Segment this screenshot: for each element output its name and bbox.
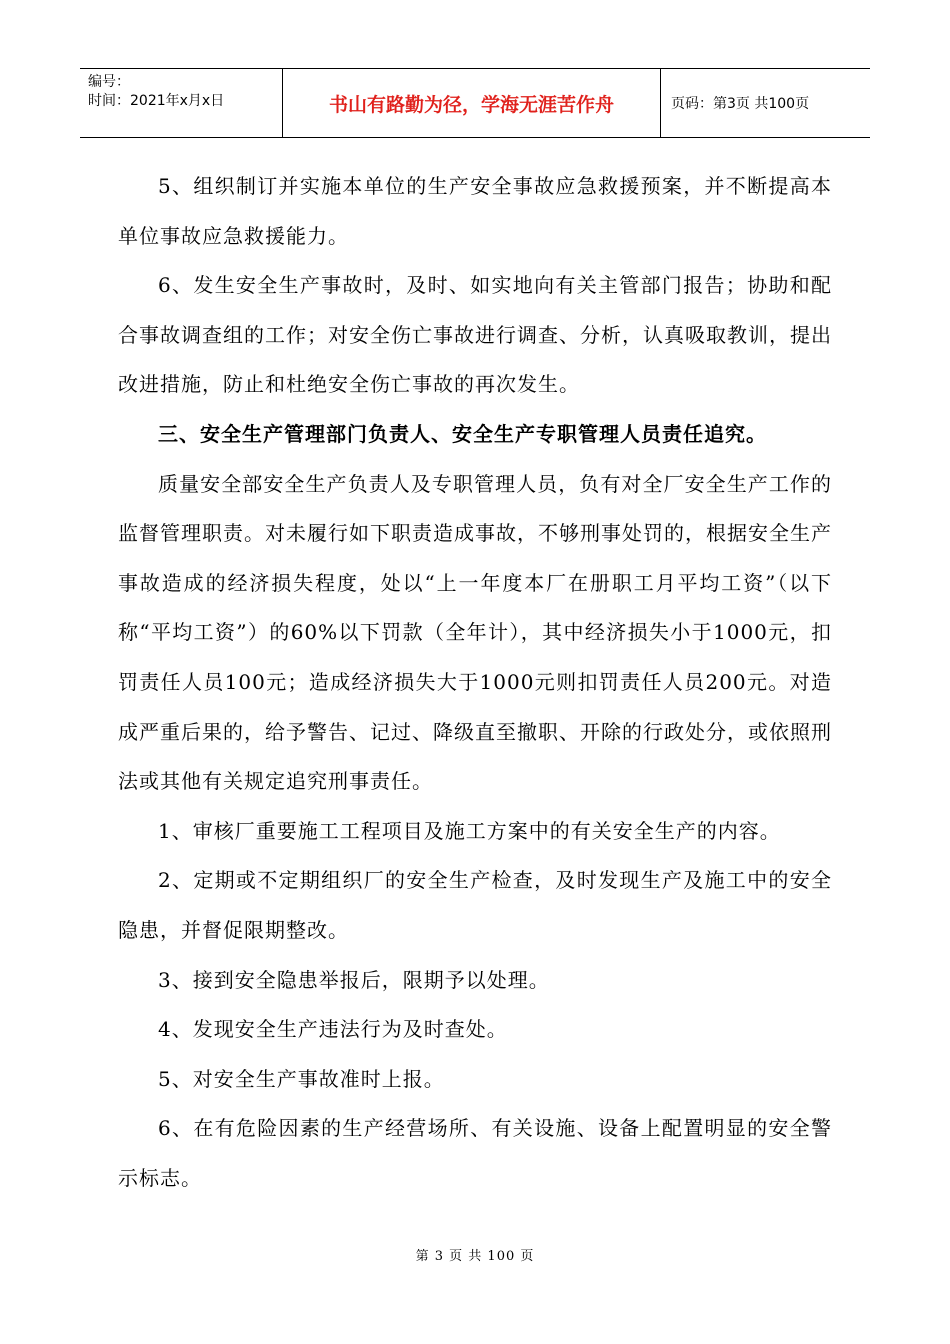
paragraph-item-6-report: 6、发生安全生产事故时，及时、如实地向有关主管部门报告；协助和配合事故调查组的工作；对安全伤亡事故进行调查、分析，认真吸取教训，提出改进措施，防止和杜绝安全伤亡事故的再次发生。 <box>118 273 832 397</box>
paragraph-duty-3: 3、接到安全隐患举报后，限期予以处理。 <box>158 967 550 992</box>
paragraph-duty-2: 2、定期或不定期组织厂的安全生产检查，及时发现生产及施工中的安全隐患，并督促限期整改。 <box>118 868 832 942</box>
paragraph-duty-4: 4、发现安全生产违法行为及时查处。 <box>158 1017 508 1042</box>
paragraph-duty-1: 1、审核厂重要施工工程项目及施工方案中的有关安全生产的内容。 <box>158 818 781 843</box>
document-number-label: 编号： <box>88 74 130 90</box>
paragraph-duty-6: 6、在有危险因素的生产经营场所、有关设施、设备上配置明显的安全警示标志。 <box>118 1116 832 1190</box>
header-motto: 书山有路勤为径，学海无涯苦作舟 <box>283 69 661 137</box>
paragraph-penalty: 质量安全部安全生产负责人及专职管理人员，负有对全厂安全生产工作的监督管理职责。对未履行如下职责造成事故，不够刑事处罚的，根据安全生产事故造成的经济损失程度，处以“上一年度本厂在册职工月平均工资”（以下称“平均工资”）的60%以下罚款（全年计），其中经济损失小于1000元，扣罚责任人员100元；造成经济损失大于1000元则扣罚责任人员200元。对造成严重后果的，给予警告、记过、降级直至撤职、开除的行政处分，或依照刑法或其他有关规定追究刑事责任。 <box>118 471 832 794</box>
document-body <box>118 162 832 1203</box>
section-heading: 三、安全生产管理部门负责人、安全生产专职管理人员责任追究。 <box>158 421 767 446</box>
paragraph-item-5-drill: 5、组织制订并实施本单位的生产安全事故应急救援预案，并不断提高本单位事故应急救援能力。 <box>118 174 832 248</box>
document-time-label: 时间：2021年x月x日 <box>88 93 225 109</box>
header-meta <box>80 69 283 137</box>
header-page-info: 页码：第3页 共100页 <box>671 96 810 112</box>
paragraph-duty-5: 5、对安全生产事故准时上报。 <box>158 1066 445 1091</box>
page-footer: 第 3 页 共 100 页 <box>415 1249 535 1264</box>
page-header <box>80 68 870 138</box>
